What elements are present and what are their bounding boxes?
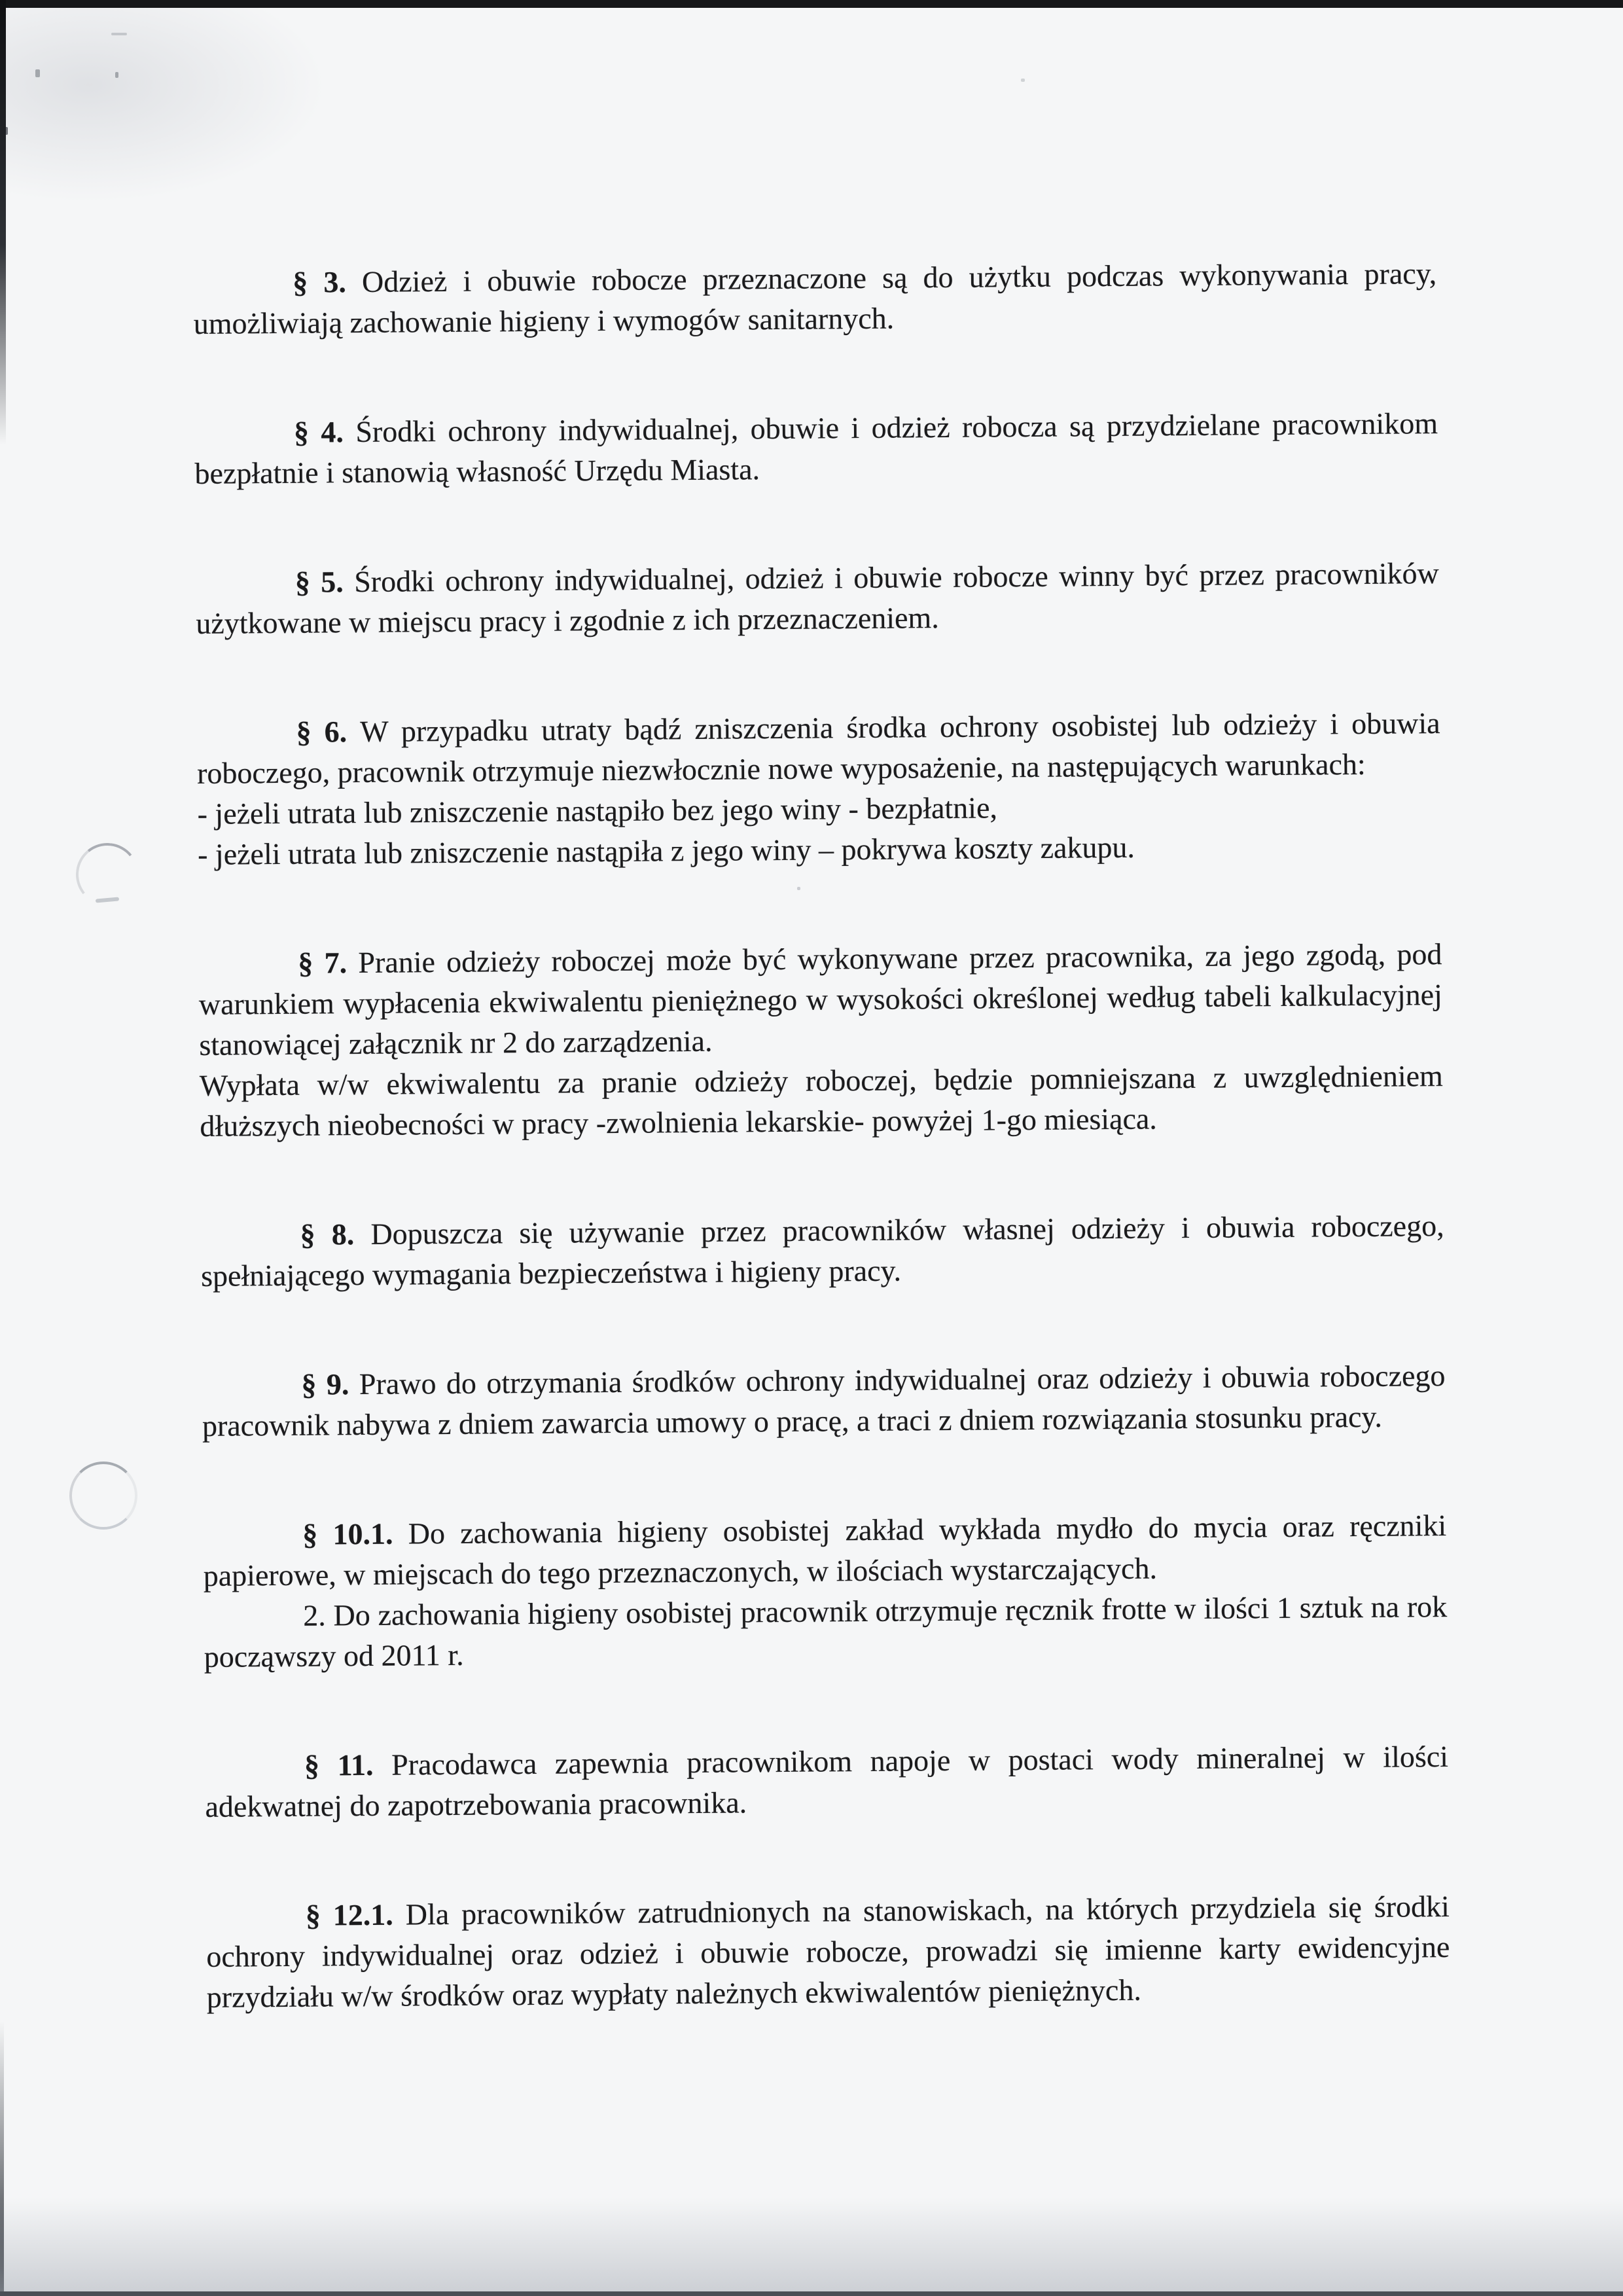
section-9-text: § 9. Prawo do otrzymania środków ochrony indywidualnej oraz odzieży i obuwia roboczego pracownik nabywa z dniem zawarcia umowy o pracę, a traci z dniem rozwiązania stosunku pracy. bbox=[202, 1359, 1446, 1443]
section-8-text: § 8. Dopuszcza się używanie przez pracowników własnej odzieży i obuwia roboczego, spełniającego wymagania bezpieczeństwa i higieny pracy. bbox=[200, 1209, 1444, 1293]
section-10-text: § 10.1. Do zachowania higieny osobistej zakład wykłada mydło do mycia oraz ręczniki papierowe, w miejscach do tego przeznaczonych, w ilościach wystarczających. bbox=[203, 1509, 1447, 1592]
section-3-text: § 3. Odzież i obuwie robocze przeznaczone są do użytku podczas wykonywania pracy, umożliwiają zachowanie higieny i wymogów sanitarnych. bbox=[193, 257, 1437, 340]
section-marker: 2. bbox=[303, 1598, 334, 1632]
section-marker: § 12.1. bbox=[305, 1897, 406, 1932]
section-10 bbox=[203, 1505, 1448, 1677]
scanner-edge-left bbox=[0, 0, 6, 445]
section-marker: § 9. bbox=[301, 1367, 360, 1401]
section-6-text: - jeżeli utrata lub zniszczenie nastąpiła z jego winy – pokrywa koszty zakupu. bbox=[197, 830, 1135, 871]
scan-speck bbox=[1021, 79, 1025, 82]
section-11-text: § 11. Pracodawca zapewnia pracownikom napoje w postaci wody mineralnej w ilości adekwatnej do zapotrzebowania pracownika. bbox=[205, 1740, 1449, 1823]
section-4 bbox=[194, 403, 1438, 494]
scan-speck bbox=[797, 887, 800, 890]
section-3 bbox=[193, 253, 1437, 344]
section-12-text: § 12.1. Dla pracowników zatrudnionych na stanowiskach, na których przydziela się środki ochrony indywidualnej oraz odzież i obuwie robocze, prowadzi się imienne karty ewidencyjne przydziału w/w środków oraz wypłaty należnych ekwiwalentów pieniężnych. bbox=[206, 1890, 1450, 2014]
section-11 bbox=[205, 1736, 1449, 1827]
section-marker: § 4. bbox=[293, 415, 356, 449]
section-7-text: Wypłata w/w ekwiwalentu za pranie odzieży roboczej, będzie pomniejszana z uwzględnieniem dłuższych nieobecności w pracy -zwolnienia lekarskie- powyżej 1-go miesiąca. bbox=[199, 1059, 1444, 1143]
section-12 bbox=[206, 1886, 1450, 2018]
section-5 bbox=[196, 553, 1440, 644]
section-marker: § 8. bbox=[300, 1217, 371, 1251]
hole-punch-mark-icon bbox=[69, 1462, 137, 1530]
scan-smudge bbox=[0, 7, 327, 203]
section-10-text: 2. Do zachowania higieny osobistej pracownik otrzymuje ręcznik frotte w ilości 1 sztuk na rok począwszy od 2011 r. bbox=[204, 1590, 1448, 1674]
section-5-text: § 5. Środki ochrony indywidualnej, odzież i obuwie robocze winny być przez pracowników użytkowane w miejscu pracy i zgodnie z ich przeznaczeniem. bbox=[196, 556, 1439, 640]
section-marker: § 6. bbox=[296, 715, 361, 749]
section-6-text: § 6. W przypadku utraty bądź zniszczenia środka ochrony osobistej lub odzieży i obuwia roboczego, pracownik otrzymuje niezwłocznie nowe wyposażenie, na następujących warunkach: bbox=[196, 706, 1440, 790]
section-marker: § 11. bbox=[304, 1748, 392, 1782]
section-4-text: § 4. Środki ochrony indywidualnej, obuwie i odzież robocza są przydzielane pracownikom bezpłatnie i stanowią własność Urzędu Miasta. bbox=[194, 406, 1438, 490]
scanner-edge-top bbox=[0, 0, 1623, 8]
document-text-block bbox=[193, 253, 1450, 2018]
scanner-edge-bottom bbox=[0, 2291, 1623, 2296]
section-marker: § 10.1. bbox=[302, 1516, 408, 1551]
scan-speck bbox=[35, 69, 40, 77]
section-marker: § 7. bbox=[298, 946, 359, 980]
section-7-text: § 7. Pranie odzieży roboczej może być wykonywane przez pracownika, za jego zgodą, pod warunkiem wypłacenia ekwiwalentu pieniężnego w wysokości określonej według tabeli kalkulacyjnej stanowiącej załącznik nr 2 do zarządzenia. bbox=[198, 937, 1443, 1062]
scan-speck bbox=[111, 33, 127, 35]
section-6-text: - jeżeli utrata lub zniszczenie nastąpiło bez jego winy - bezpłatnie, bbox=[197, 791, 998, 831]
section-6 bbox=[196, 703, 1441, 875]
scanner-bottom-shadow bbox=[0, 2198, 1623, 2296]
section-7 bbox=[198, 934, 1443, 1147]
scan-speck bbox=[115, 72, 118, 78]
section-marker: § 5. bbox=[294, 565, 355, 599]
section-9 bbox=[202, 1355, 1446, 1446]
section-8 bbox=[200, 1206, 1444, 1297]
section-marker: § 3. bbox=[293, 264, 363, 299]
